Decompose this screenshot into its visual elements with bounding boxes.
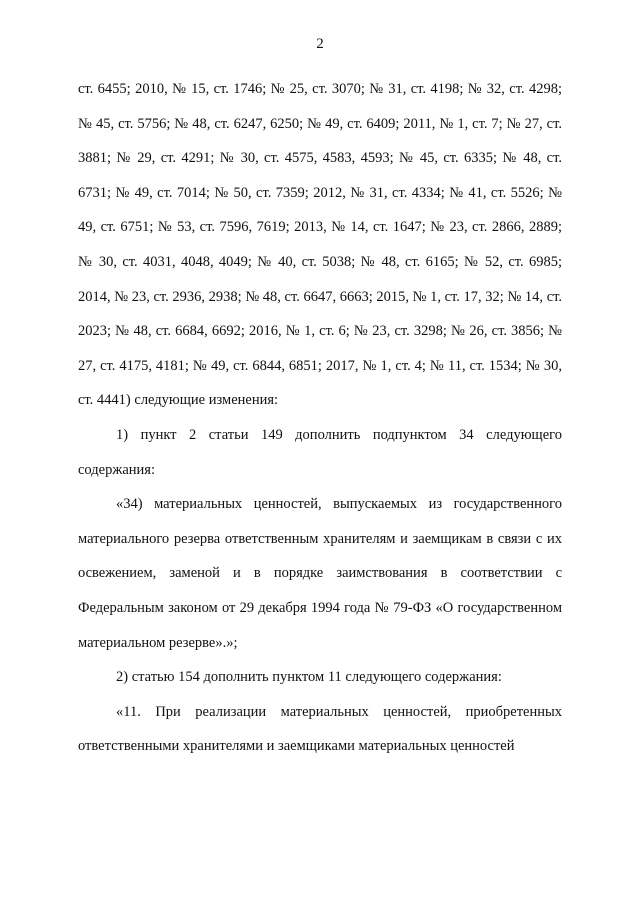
document-body	[78, 72, 562, 764]
paragraph-citations: ст. 6455; 2010, № 15, ст. 1746; № 25, ст. 3070; № 31, ст. 4198; № 32, ст. 4298; № 45, ст. 5756; № 48, ст. 6247, 6250; № 49, ст. 6409; 2011, № 1, ст. 7; № 27, ст. 3881; № 29, ст. 4291; № 30, ст. 4575, 4583, 4593; № 45, ст. 6335; № 48, ст. 6731; № 49, ст. 7014; № 50, ст. 7359; 2012, № 31, ст. 4334; № 41, ст. 5526; № 49, ст. 6751; № 53, ст. 7596, 7619; 2013, № 14, ст. 1647; № 23, ст. 2866, 2889; № 30, ст. 4031, 4048, 4049; № 40, ст. 5038; № 48, ст. 6165; № 52, ст. 6985; 2014, № 23, ст. 2936, 2938; № 48, ст. 6647, 6663; 2015, № 1, ст. 17, 32; № 14, ст. 2023; № 48, ст. 6684, 6692; 2016, № 1, ст. 6; № 23, ст. 3298; № 26, ст. 3856; № 27, ст. 4175, 4181; № 49, ст. 6844, 6851; 2017, № 1, ст. 4; № 11, ст. 1534; № 30, ст. 4441) следующие изменения:	[78, 81, 562, 409]
paragraph-item-2: 2) статью 154 дополнить пунктом 11 следующего содержания:	[116, 669, 502, 686]
paragraph-subitem-34: «34) материальных ценностей, выпускаемых из государственного материального резерва ответственным хранителям и заемщикам в связи с их освежением, заменой и в порядке заимствования в соответствии с Федеральным законом от 29 декабря 1994 года № 79-ФЗ «О государственном материальном резерве».»;	[78, 496, 562, 651]
paragraph-point-11: «11. При реализации материальных ценностей, приобретенных ответственными хранителями и заемщиками материальных ценностей	[78, 703, 562, 755]
paragraph-item-1: 1) пункт 2 статьи 149 дополнить подпунктом 34 следующего содержания:	[78, 426, 562, 478]
page-number: 2	[316, 36, 324, 52]
